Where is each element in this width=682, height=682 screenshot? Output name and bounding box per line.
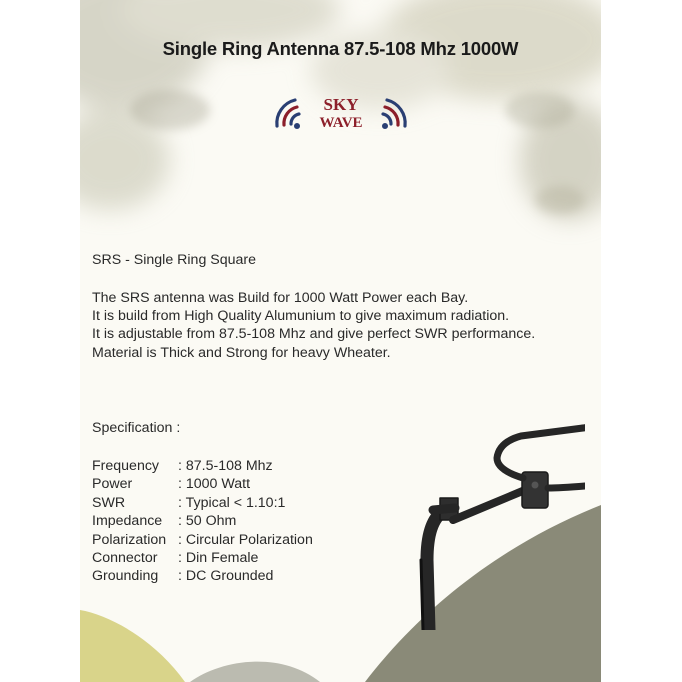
spec-value: : 50 Ohm (178, 512, 236, 530)
spec-value: : 1000 Watt (178, 475, 250, 493)
spec-heading: Specification : (92, 420, 181, 436)
spec-row (92, 494, 313, 512)
spec-label: Grounding (92, 568, 159, 585)
spec-value: : Typical < 1.10:1 (178, 494, 285, 512)
description-line: The SRS antenna was Build for 1000 Watt Power each Bay. (92, 290, 469, 306)
spec-table (92, 457, 313, 586)
description-line: It is adjustable from 87.5-108 Mhz and give perfect SWR performance. (92, 326, 536, 343)
spec-row (92, 531, 313, 549)
spec-label: Frequency (92, 458, 160, 474)
brand-logo (273, 92, 409, 142)
product-sheet (80, 0, 601, 682)
logo-text-sky: SKY (323, 95, 359, 114)
description-line: Material is Thick and Strong for heavy Wheater. (92, 344, 391, 361)
spec-row (92, 512, 313, 530)
spec-label: Polarization (92, 531, 167, 548)
spec-row (92, 457, 313, 475)
spec-label: Impedance (92, 513, 163, 530)
spec-value: : 87.5-108 Mhz (178, 457, 273, 475)
spec-row (92, 475, 313, 493)
spec-label: Power (92, 476, 133, 493)
product-subtitle: SRS - Single Ring Square (92, 252, 257, 268)
spec-value: : Din Female (178, 549, 258, 567)
antenna-image (345, 360, 585, 630)
spec-value: : DC Grounded (178, 567, 273, 585)
hill-yellow (80, 610, 185, 682)
spec-label: Connector (92, 550, 158, 567)
spec-value: : Circular Polarization (178, 531, 313, 549)
spec-row (92, 567, 313, 585)
page-title: Single Ring Antenna 87.5-108 Mhz 1000W (162, 38, 519, 59)
spec-label: SWR (92, 494, 126, 511)
description-line: It is build from High Quality Alumunium to give maximum radiation. (92, 308, 510, 325)
product-description (92, 289, 535, 362)
spec-row (92, 549, 313, 567)
logo-text-wave: WAVE (319, 115, 363, 131)
